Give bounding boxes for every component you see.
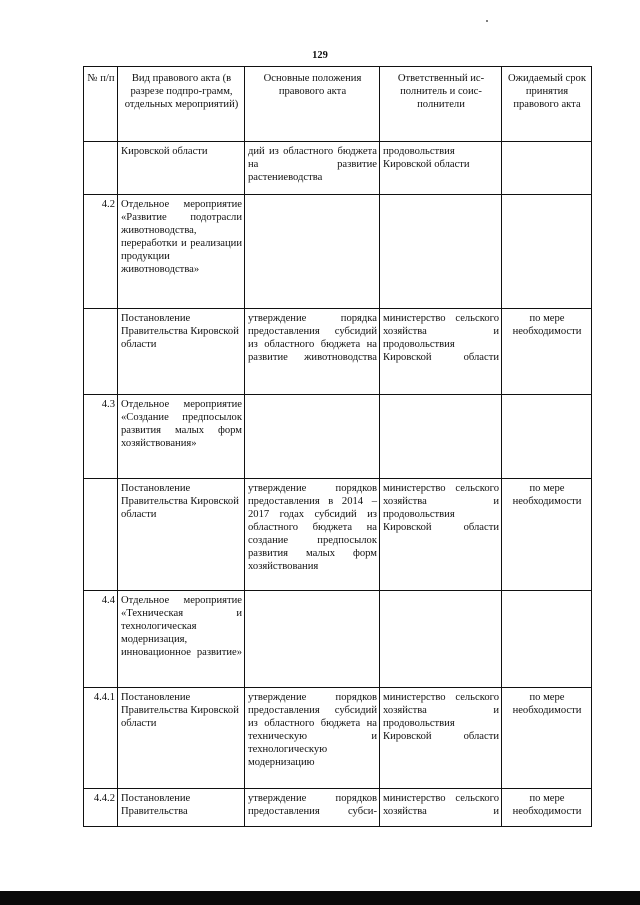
row-act-type: Постановление Правительства Кировской области [118,688,245,789]
table-row [84,309,592,395]
row-number: 4.4 [84,591,118,688]
row-executor: министерство сельского хозяйства и [380,789,502,827]
row-number [84,309,118,395]
row-number: 4.2 [84,195,118,309]
row-act-type: Постановление Правительства Кировской области [118,309,245,395]
header-act-type: Вид правового акта (в разрезе подпро-грамм, отдельных мероприятий) [118,67,245,142]
table-row [84,195,592,309]
table-header-row [84,67,592,142]
row-term [502,195,592,309]
row-provisions: утверждение порядка предоставления субсидий из областного бюджета на развитие животноводства [245,309,380,395]
row-executor: министерство сельского хозяйства и продовольствия Кировской области [380,688,502,789]
row-number: 4.4.2 [84,789,118,827]
row-provisions [245,195,380,309]
row-term [502,142,592,195]
row-provisions [245,591,380,688]
table-row [84,688,592,789]
row-provisions [245,395,380,479]
scan-speck [486,20,488,22]
row-number: 4.3 [84,395,118,479]
row-act-type: Постановление Правительства [118,789,245,827]
table-row [84,789,592,827]
row-executor: министерство сельского хозяйства и продовольствия Кировской области [380,309,502,395]
row-executor: продовольствия Кировской области [380,142,502,195]
row-provisions: дий из областного бюджета на развитие растениеводства [245,142,380,195]
row-executor [380,195,502,309]
row-term [502,591,592,688]
row-act-type: Отдельное мероприятие «Техническая и технологическая модернизация, инновационное развитие» [118,591,245,688]
header-term: Ожидаемый срок принятия правового акта [502,67,592,142]
table-row [84,142,592,195]
row-number: 4.4.1 [84,688,118,789]
table-row [84,479,592,591]
row-provisions: утверждение порядков предоставления в 2014 – 2017 годах субсидий из областного бюджета на создание предпосылок развития малых форм хозяйствования [245,479,380,591]
header-executor: Ответственный ис-полнитель и соис-полнители [380,67,502,142]
row-term [502,395,592,479]
header-number: № п/п [84,67,118,142]
table-row [84,591,592,688]
row-number [84,479,118,591]
header-provisions: Основные положения правового акта [245,67,380,142]
row-term: по мере необходимости [502,789,592,827]
page-number: 129 [312,50,328,61]
row-executor [380,591,502,688]
row-act-type: Отдельное мероприятие «Развитие подотрасли животноводства, переработки и реализации продукции животноводства» [118,195,245,309]
row-act-type: Кировской области [118,142,245,195]
row-term: по мере необходимости [502,688,592,789]
table-row [84,395,592,479]
row-term: по мере необходимости [502,479,592,591]
row-provisions: утверждение порядков предоставления субси- [245,789,380,827]
legal-acts-table [83,66,592,827]
row-act-type: Отдельное мероприятие «Создание предпосылок развития малых форм хозяйствования» [118,395,245,479]
row-act-type: Постановление Правительства Кировской области [118,479,245,591]
row-provisions: утверждение порядков предоставления субсидий из областного бюджета на техническую и технологическую модернизацию [245,688,380,789]
row-number [84,142,118,195]
row-executor: министерство сельского хозяйства и продовольствия Кировской области [380,479,502,591]
row-term: по мере необходимости [502,309,592,395]
scan-bottom-edge [0,891,640,905]
row-executor [380,395,502,479]
